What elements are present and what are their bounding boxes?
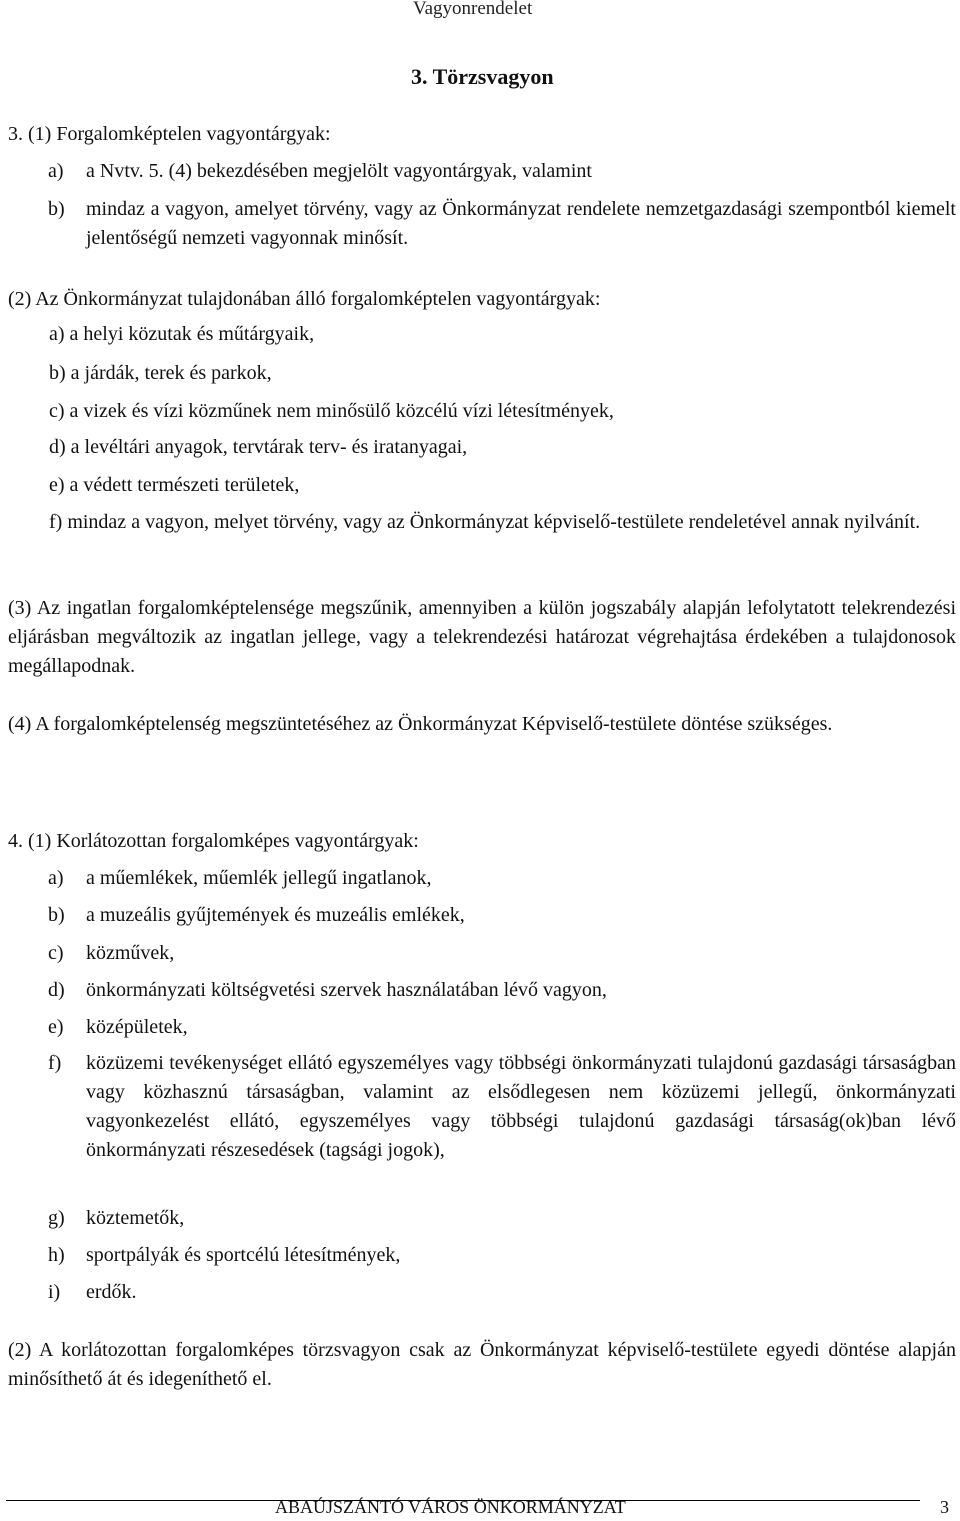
- list-item-text: a műemlékek, műemlék jellegű ingatlanok,: [86, 867, 432, 889]
- list-item-label: e): [48, 1016, 64, 1038]
- list-item-text: mindaz a vagyon, amelyet törvény, vagy az Önkormányzat rendelete nemzetgazdasági szempontból kiemelt jelentőségű nemzeti vagyonnak minősít.: [86, 198, 956, 249]
- list-item: b) a járdák, terek és parkok,: [49, 362, 272, 384]
- list-item-label: i): [48, 1281, 61, 1303]
- list-item-label: f): [48, 1052, 62, 1074]
- list-item-label: g): [48, 1207, 65, 1229]
- list-item-label: b): [48, 904, 65, 926]
- list-item: [48, 1204, 184, 1233]
- running-header: Vagyonrendelet: [413, 0, 533, 19]
- list-item-text: erdők.: [86, 1281, 137, 1303]
- list-item-text: önkormányzati költségvetési szervek használatában lévő vagyon,: [86, 979, 607, 1001]
- list-item: c) a vizek és vízi közműnek nem minősülő közcélú vízi létesítmények,: [49, 400, 614, 422]
- list-item-text: köztemetők,: [86, 1207, 185, 1229]
- list-item-label: b): [48, 198, 65, 220]
- list-item: e) a védett természeti területek,: [49, 474, 300, 496]
- list-item-label: h): [48, 1244, 65, 1266]
- list-item-text: sportpályák és sportcélú létesítmények,: [86, 1244, 401, 1266]
- list-item-label: a): [48, 160, 64, 182]
- paragraph-3-4: (4) A forgalomképtelenség megszüntetéséhez az Önkormányzat Képviselő-testülete döntése szükséges.: [8, 713, 833, 735]
- list-item: [48, 976, 607, 1005]
- paragraph-3-3: (3) Az ingatlan forgalomképtelensége megszűnik, amennyiben a külön jogszabály alapján lefolytatott telekrendezési eljárásban megváltozik az ingatlan jellege, vagy a telekrendezési határozat végrehajtása érdekében a tulajdonosok megállapodnak.: [8, 597, 956, 677]
- list-item: [48, 1278, 137, 1307]
- list-item-label: c): [48, 942, 64, 964]
- list-item: d) a levéltári anyagok, tervtárak terv- és iratanyagai,: [49, 436, 468, 458]
- paragraph-4-2: (2) A korlátozottan forgalomképes törzsvagyon csak az Önkormányzat képviselő-testülete egyedi döntése alapján minősíthető át és idegeníthető el.: [8, 1339, 956, 1390]
- list-item-text: középületek,: [86, 1016, 188, 1038]
- paragraph-3-2-intro: (2) Az Önkormányzat tulajdonában álló forgalomképtelen vagyontárgyak:: [8, 288, 601, 310]
- list-item: [48, 901, 465, 930]
- list-item: [48, 864, 431, 893]
- list-item-label: a): [48, 867, 64, 889]
- list-item-text: a muzeális gyűjtemények és muzeális emlékek,: [86, 904, 465, 926]
- footer-organization: ABAÚJSZÁNTÓ VÁROS ÖNKORMÁNYZAT: [275, 1497, 626, 1517]
- list-item-label: d): [48, 979, 65, 1001]
- list-item: [48, 157, 592, 186]
- list-item: [48, 939, 174, 968]
- list-item-text: közüzemi tevékenységet ellátó egyszemélyes vagy többségi önkormányzati tulajdonú gazdasági társaságban vagy közhasznú társaságban, valamint az elsődlegesen nem közüzemi jellegű, önkormányzati vagyonkezelést ellátó, egyszemélyes vagy többségi tulajdonú gazdasági társaság(ok)ban lévő önkormányzati részesedések (tagsági jogok),: [86, 1052, 956, 1161]
- list-item-text: közművek,: [86, 942, 175, 964]
- section-title: 3. Törzsvagyon: [411, 64, 554, 89]
- list-item-text: a Nvtv. 5. (4) bekezdésében megjelölt vagyontárgyak, valamint: [86, 160, 592, 182]
- paragraph-4-1-intro: 4. (1) Korlátozottan forgalomképes vagyontárgyak:: [8, 830, 419, 852]
- list-item: f) mindaz a vagyon, melyet törvény, vagy az Önkormányzat képviselő-testülete rendeletével annak nyilvánít.: [49, 511, 921, 533]
- list-item: [48, 1013, 188, 1042]
- list-item: [48, 1049, 956, 1165]
- page-number: 3: [940, 1497, 949, 1517]
- list-item: a) a helyi közutak és műtárgyaik,: [49, 323, 315, 345]
- list-item: [48, 195, 956, 253]
- list-item: [48, 1241, 400, 1270]
- paragraph-3-1-intro: 3. (1) Forgalomképtelen vagyontárgyak:: [8, 123, 331, 145]
